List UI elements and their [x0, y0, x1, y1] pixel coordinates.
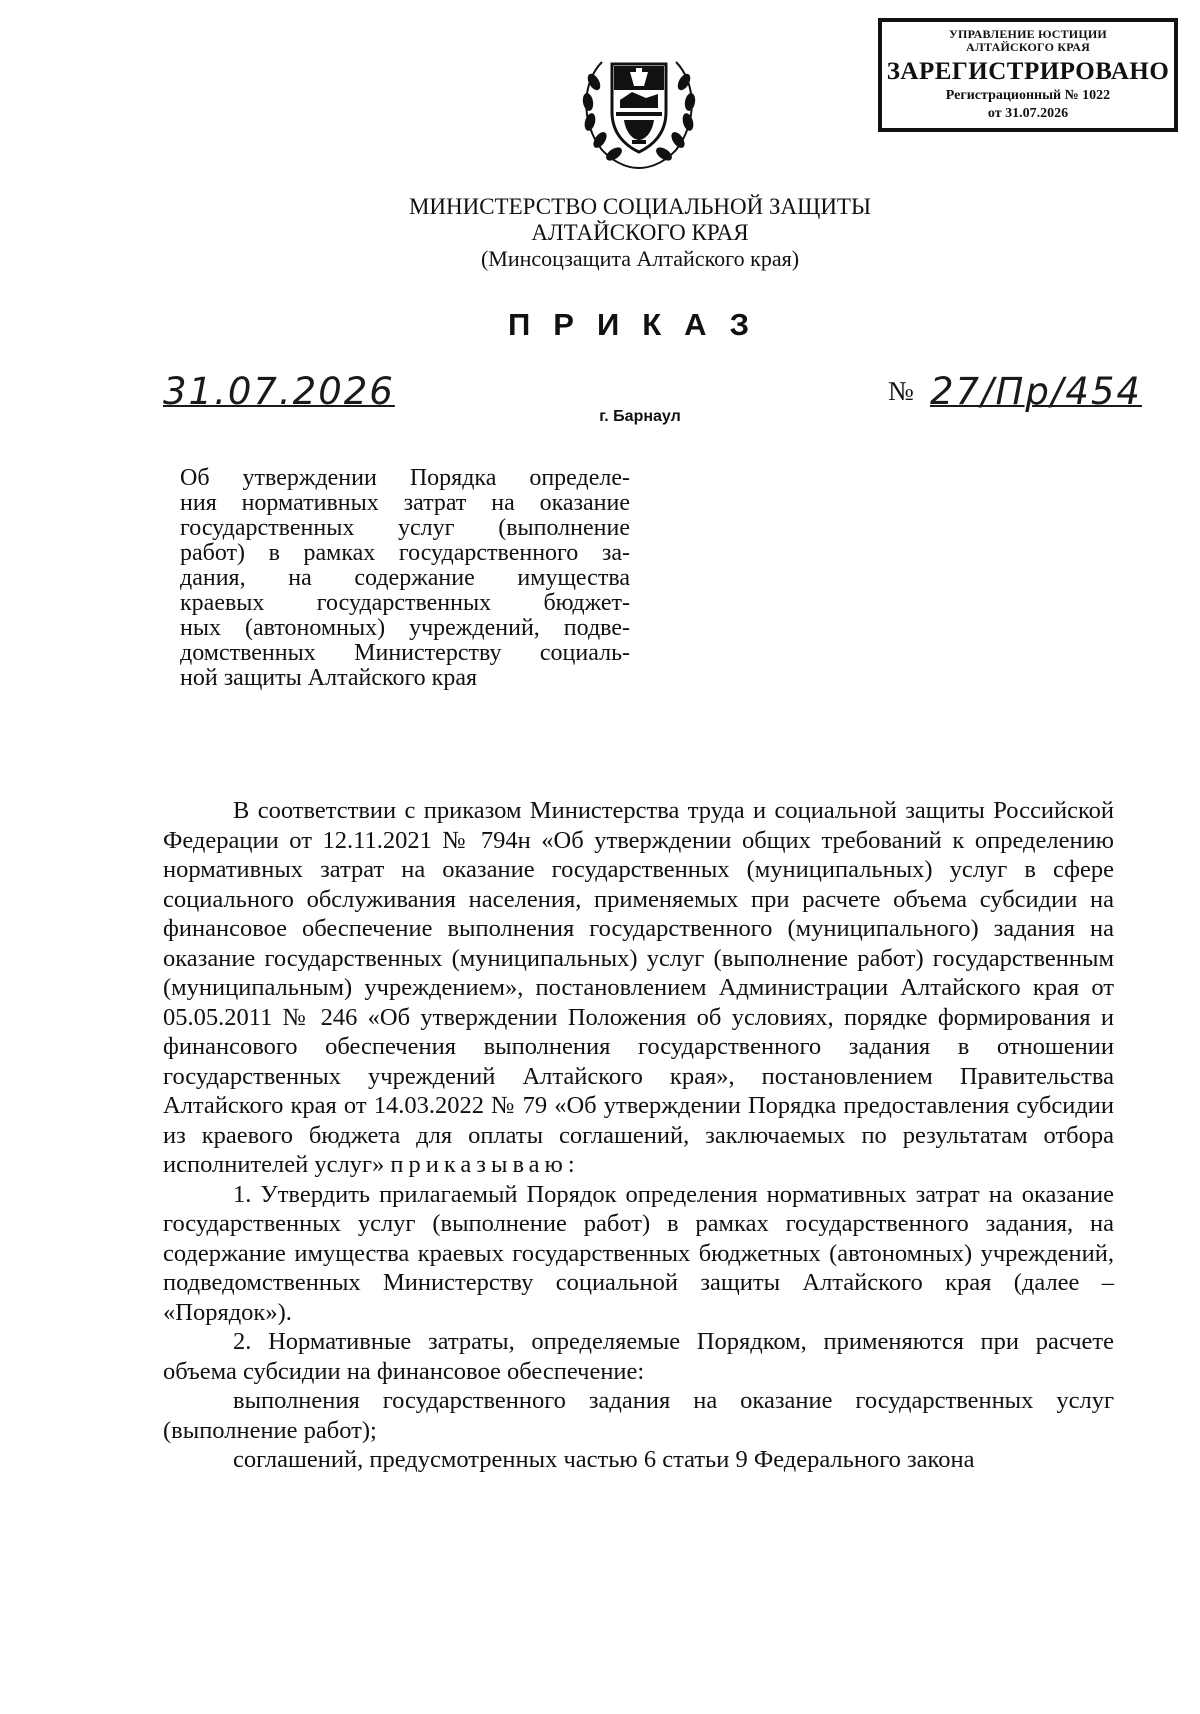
- subject-line: Об утверждении Порядка определе-: [180, 465, 630, 491]
- ministry-name-line2: АЛТАЙСКОГО КРАЯ: [531, 220, 749, 245]
- ministry-name-line1: МИНИСТЕРСТВО СОЦИАЛЬНОЙ ЗАЩИТЫ: [408, 194, 872, 219]
- city: г. Барнаул: [599, 408, 681, 425]
- number-sign: №: [888, 376, 914, 406]
- preamble-text: В соответствии с приказом Министерства труда и социальной защиты Российской Федерации от 12.11.2021 № 794н «Об утверждении общих требований к определению нормативных затрат на оказание государственных (муниципальных) услуг в сфере социального обслуживания населения, применяемых при расчете объема субсидии на финансовое обеспечение выполнения государственного (муниципального) задания на оказание государственных (муниципальных) услуг (выполнение работ) государственным (муниципальным) учреждением», постановлением Администрации Алтайского края от 05.05.2011 № 246 «Об утверждении Положения об условиях, порядке формирования и финансового обеспечения выполнения государственного задания в отношении государственных учреждений Алтайского края», постановлением Правительства Алтайского края от 14.03.2022 № 79 «Об утверждении Порядка предоставления субсидии из краевого бюджета для оплаты соглашений, заключаемых по результатам отбора исполнителей услуг»: [163, 797, 1114, 1178]
- item-2-subitem-b: соглашений, предусмотренных частью 6 статьи 9 Федерального закона: [233, 1446, 975, 1473]
- subject-line: государственных услуг (выполнение: [180, 515, 630, 541]
- registration-stamp: [878, 18, 1178, 132]
- order-word: приказываю:: [390, 1151, 580, 1178]
- subject-line: краевых государственных бюджет-: [180, 590, 630, 616]
- subject-line: ной защиты Алтайского края: [180, 665, 478, 691]
- handwritten-date: 31.07.2026: [163, 370, 395, 413]
- preamble-paragraph: [163, 796, 1114, 1180]
- item-2-paragraph: 2. Нормативные затраты, определяемые Порядком, применяются при расчете объема субсидии на финансовое обеспечение:: [163, 1328, 1114, 1385]
- subject-line: работ) в рамках государственного за-: [180, 540, 630, 566]
- document-type-title: ПРИКАЗ: [508, 307, 772, 342]
- stamp-org-line1: УПРАВЛЕНИЕ ЮСТИЦИИ: [949, 27, 1107, 41]
- subject-line: дания, на содержание имущества: [180, 565, 630, 591]
- item-2-subitem-a: выполнения государственного задания на оказание государственных услуг (выполнение работ);: [163, 1387, 1114, 1444]
- order-body: [163, 796, 1114, 1475]
- subject-line: ния нормативных затрат на оказание: [180, 490, 630, 516]
- stamp-reg-date: от 31.07.2026: [987, 106, 1069, 121]
- subject-line: ных (автономных) учреждений, подве-: [180, 615, 630, 641]
- handwritten-number: 27/Пр/454: [930, 370, 1142, 413]
- ministry-short-name: (Минсоцзащита Алтайского края): [480, 246, 800, 271]
- stamp-org-line2: АЛТАЙСКОГО КРАЯ: [966, 40, 1090, 54]
- stamp-status: ЗАРЕГИСТРИРОВАНО: [886, 58, 1170, 85]
- stamp-reg-number: Регистрационный № 1022: [945, 88, 1111, 103]
- item-1-paragraph: 1. Утвердить прилагаемый Порядок определения нормативных затрат на оказание государственных услуг (выполнение работ) в рамках государственного задания, на содержание имущества краевых государственных бюджетных (автономных) учреждений, подведомственных Министерству социальной защиты Алтайского края (далее – «Порядок»).: [163, 1180, 1114, 1326]
- order-subject: [180, 466, 630, 691]
- subject-line: домственных Министерству социаль-: [180, 640, 630, 666]
- coat-of-arms-icon: [572, 42, 706, 172]
